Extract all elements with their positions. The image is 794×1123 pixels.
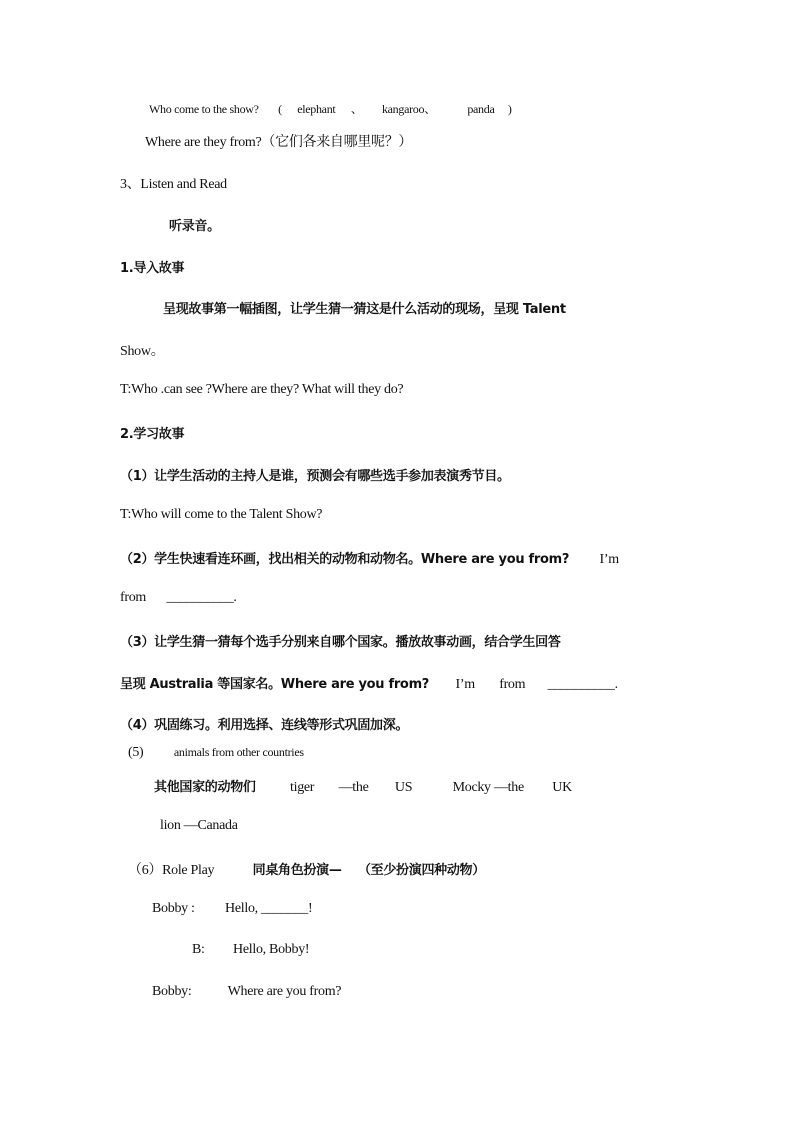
activity-5 [128, 745, 304, 761]
close-paren: ) [507, 102, 512, 116]
answer-blank: __________. [166, 590, 237, 605]
activity-2-answer [120, 590, 237, 606]
step-heading-learn: 2.学习故事 [120, 427, 185, 442]
activity-5-title: animals from other countries [173, 745, 304, 759]
activity-6-instruction: 同桌角色扮演— [252, 863, 342, 878]
paragraph-intro: 呈现故事第一幅插图，让学生猜一猜这是什么活动的现场，呈现 Talent [163, 302, 566, 317]
animal-panda: panda [467, 102, 495, 116]
open-paren: ( [278, 102, 282, 116]
animal-elephant: elephant [297, 102, 336, 116]
animals-heading: 其他国家的动物们 [154, 780, 256, 795]
activity-6-title: （6）Role Play [128, 863, 215, 878]
step-heading-intro: 1.导入故事 [120, 261, 185, 276]
activity-4: （4）巩固练习。利用选择、连线等形式巩固加深。 [120, 718, 409, 733]
dialogue-text: Hello, _______! [225, 901, 313, 916]
question-text: Who come to the show? [149, 102, 259, 116]
from-word: from [120, 590, 147, 605]
country-uk: UK [552, 780, 572, 795]
dialogue-text: Where are you from? [227, 984, 342, 999]
speaker-bobby: Bobby : [152, 901, 195, 916]
country-us: US [394, 780, 413, 795]
speaker-b: B: [192, 942, 205, 957]
separator: 、 [350, 102, 363, 116]
animal-mocky: Mocky —the [452, 780, 524, 795]
activity-2-text: （2）学生快速看连环画，找出相关的动物和动物名。Where are you from? [120, 552, 570, 567]
paragraph-intro-continued: Show。 [120, 344, 165, 359]
activity-3-continued [120, 673, 618, 693]
teacher-question-talent-show: T:Who will come to the Talent Show? [120, 507, 323, 522]
section-heading-listen-read: 3、Listen and Read [120, 177, 227, 192]
dialogue-line-1 [152, 901, 312, 917]
activity-5-number: (5) [128, 745, 144, 760]
activity-6-role-play [128, 859, 485, 879]
activity-3-text: 呈现 Australia 等国家名。Where are you from? [120, 677, 430, 692]
animals-countries-row [154, 776, 572, 796]
speaker-bobby: Bobby: [152, 984, 192, 999]
animal-kangaroo: kangaroo、 [381, 102, 436, 116]
answer-start: I’m [455, 677, 475, 692]
activity-2 [120, 548, 619, 568]
question-where-from: Where are they from?（它们各来自哪里呢？） [145, 135, 413, 150]
teacher-questions: T:Who .can see ?Where are they? What will they do? [120, 382, 404, 397]
instruction-listen: 听录音。 [169, 219, 220, 234]
activity-1: （1）让学生活动的主持人是谁，预测会有哪些选手参加表演秀节目。 [120, 469, 510, 484]
dialogue-text: Hello, Bobby! [233, 942, 310, 957]
animal-tiger: tiger [290, 780, 315, 795]
activity-6-note: （至少扮演四种动物） [357, 863, 485, 878]
dialogue-line-2 [192, 942, 309, 958]
animal-lion-canada: lion —Canada [160, 818, 238, 833]
country-prefix: —the [338, 780, 369, 795]
activity-3: （3）让学生猜一猜每个选手分别来自哪个国家。播放故事动画，结合学生回答 [120, 635, 561, 650]
answer-blank: __________. [547, 677, 618, 692]
question-who-come [149, 100, 512, 117]
dialogue-line-3 [152, 984, 341, 1000]
activity-2-answer-start: I’m [599, 552, 619, 567]
from-word: from [499, 677, 526, 692]
